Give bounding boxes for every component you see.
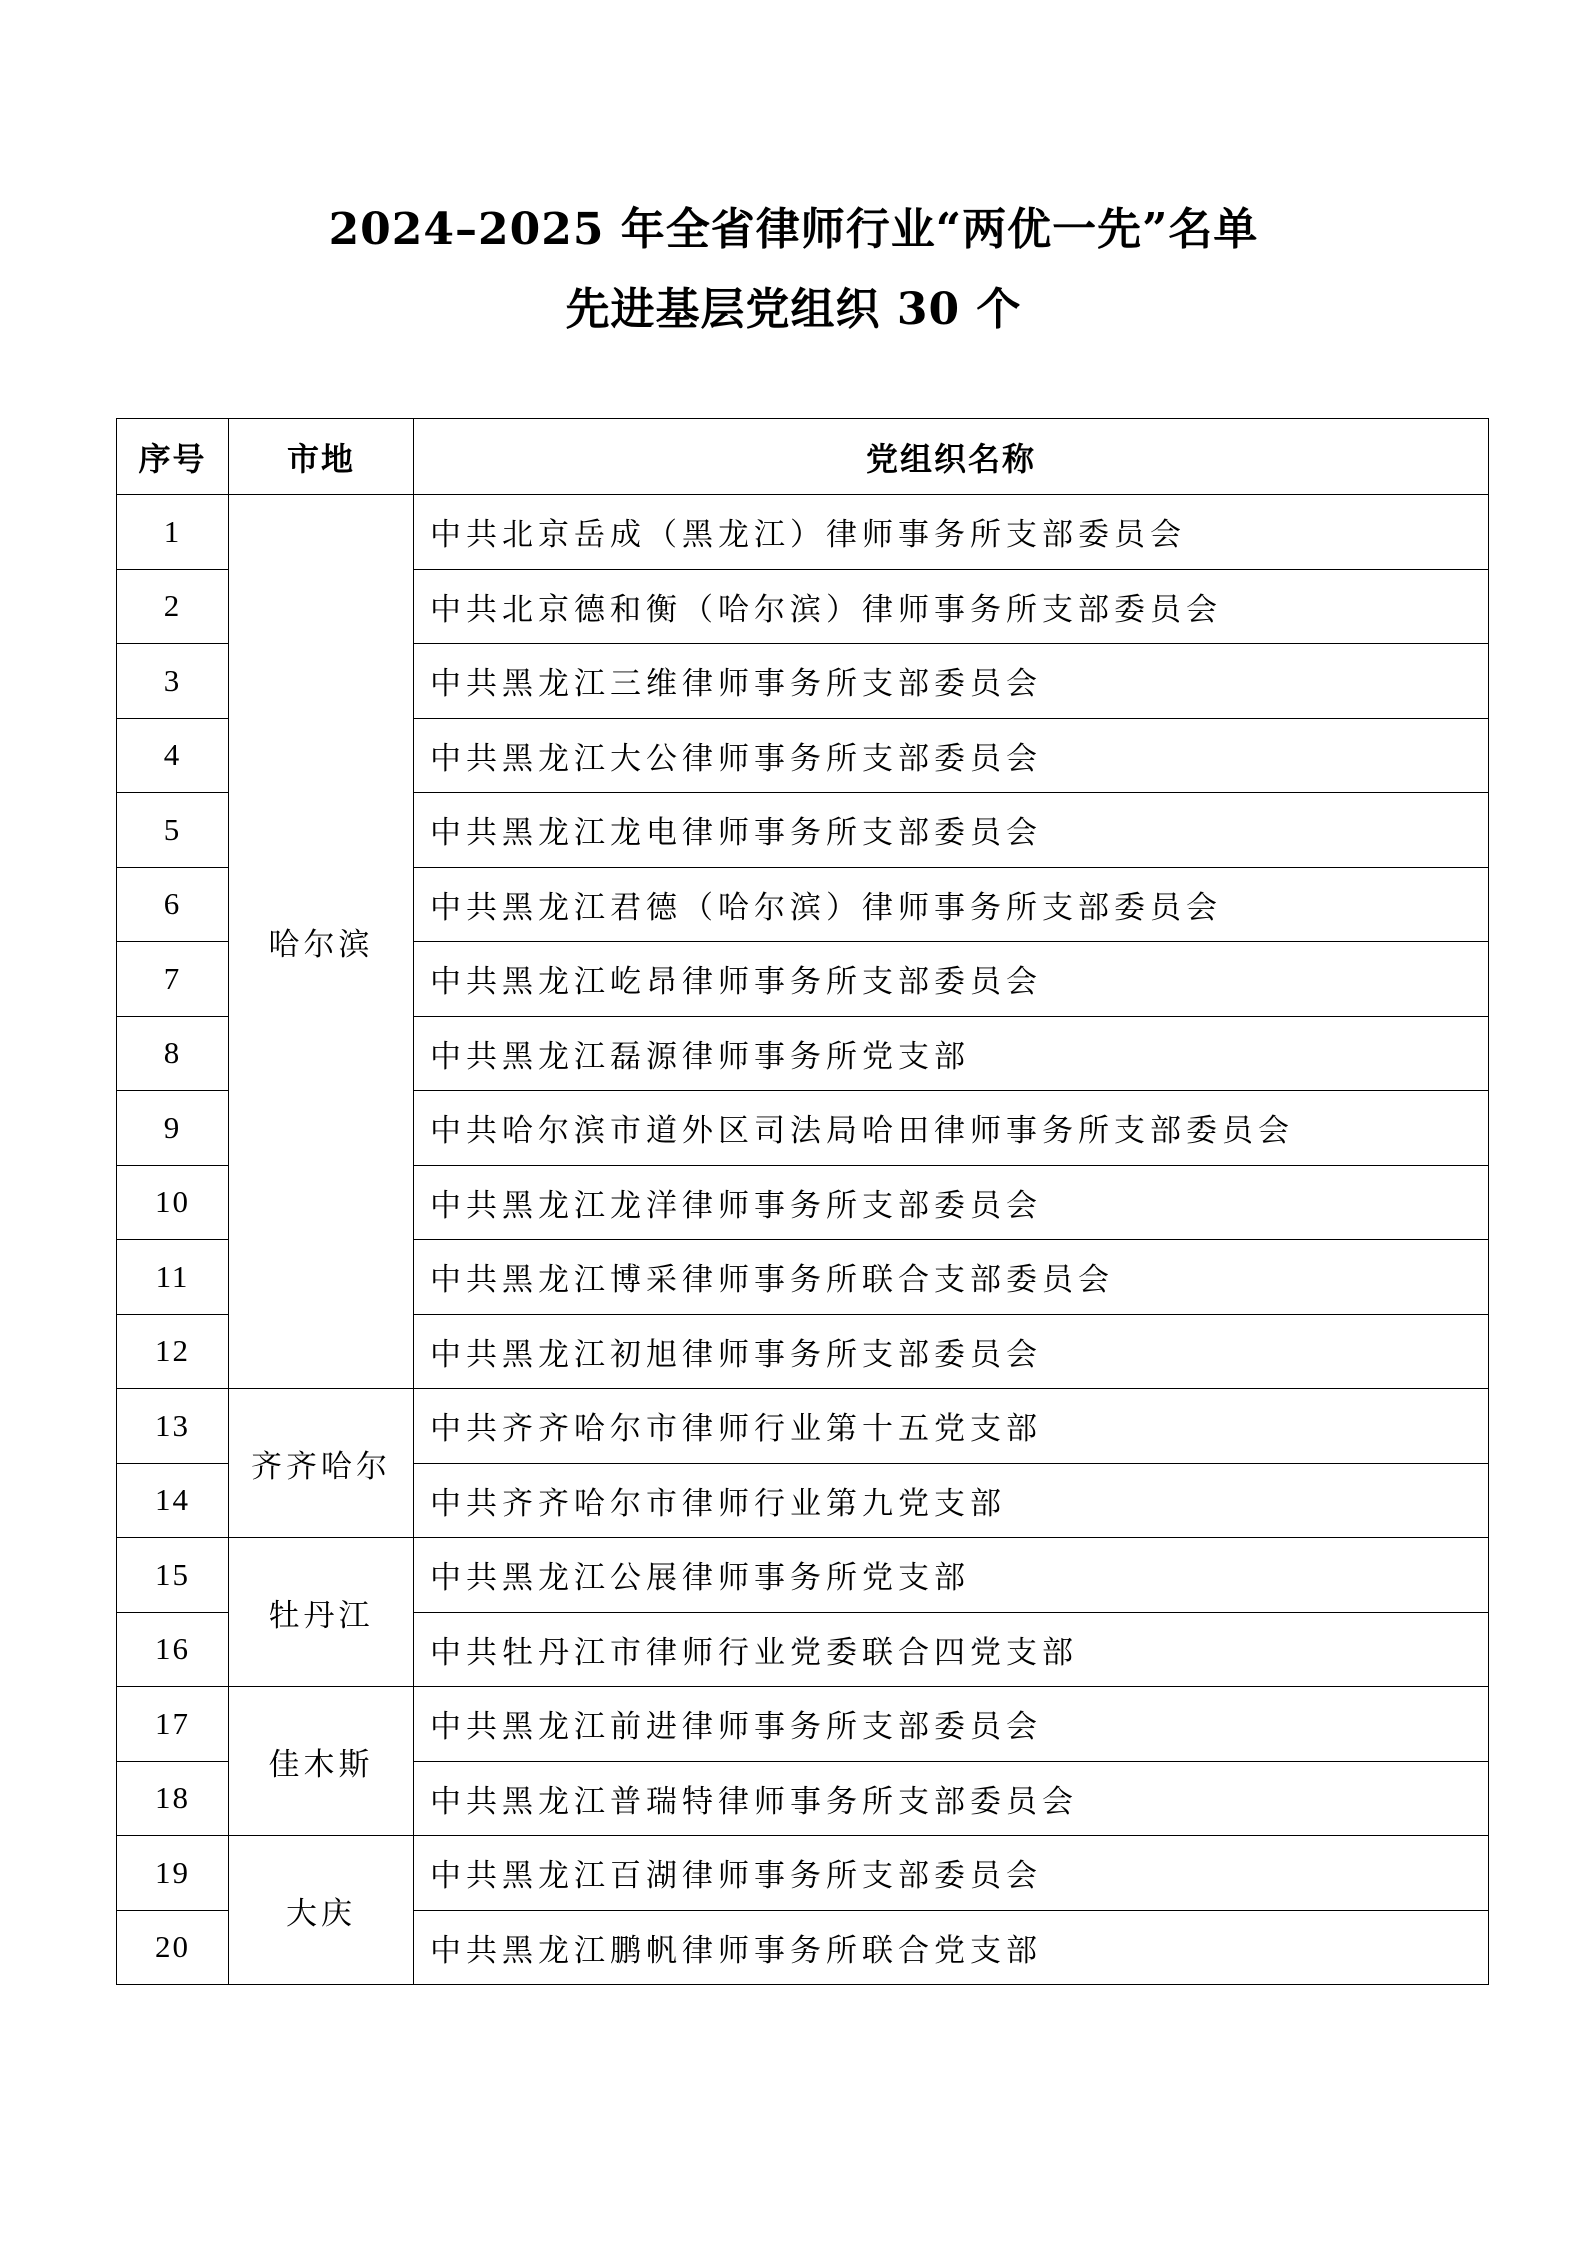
city-cell: 哈尔滨 <box>229 495 414 1389</box>
table-row <box>117 1687 1489 1762</box>
org-name: 中共北京岳成（黑龙江）律师事务所支部委员会 <box>414 495 1489 570</box>
row-number: 14 <box>117 1463 229 1538</box>
org-name: 中共黑龙江博采律师事务所联合支部委员会 <box>414 1240 1489 1315</box>
header-city: 市地 <box>229 419 414 495</box>
row-number: 8 <box>117 1016 229 1091</box>
row-number: 20 <box>117 1910 229 1985</box>
row-number: 1 <box>117 495 229 570</box>
org-name: 中共黑龙江初旭律师事务所支部委员会 <box>414 1314 1489 1389</box>
org-name: 中共黑龙江龙电律师事务所支部委员会 <box>414 793 1489 868</box>
org-name: 中共黑龙江三维律师事务所支部委员会 <box>414 644 1489 719</box>
org-list-table <box>116 418 1489 1985</box>
org-name: 中共黑龙江龙洋律师事务所支部委员会 <box>414 1165 1489 1240</box>
row-number: 3 <box>117 644 229 719</box>
org-name: 中共黑龙江君德（哈尔滨）律师事务所支部委员会 <box>414 867 1489 942</box>
table-row <box>117 1836 1489 1911</box>
document-title: 2024–2025 年全省律师行业“两优一先”名单 <box>328 204 1259 255</box>
row-number: 17 <box>117 1687 229 1762</box>
org-name: 中共黑龙江公展律师事务所党支部 <box>414 1538 1489 1613</box>
document-subtitle: 先进基层党组织 30 个 <box>565 284 1022 335</box>
org-name: 中共牡丹江市律师行业党委联合四党支部 <box>414 1612 1489 1687</box>
org-name: 中共黑龙江磊源律师事务所党支部 <box>414 1016 1489 1091</box>
table-row <box>117 495 1489 570</box>
org-name: 中共黑龙江百湖律师事务所支部委员会 <box>414 1836 1489 1911</box>
row-number: 13 <box>117 1389 229 1464</box>
org-name: 中共黑龙江屹昂律师事务所支部委员会 <box>414 942 1489 1017</box>
row-number: 19 <box>117 1836 229 1911</box>
org-name: 中共黑龙江大公律师事务所支部委员会 <box>414 718 1489 793</box>
city-cell: 齐齐哈尔 <box>229 1389 414 1538</box>
row-number: 11 <box>117 1240 229 1315</box>
row-number: 6 <box>117 867 229 942</box>
row-number: 7 <box>117 942 229 1017</box>
city-cell: 牡丹江 <box>229 1538 414 1687</box>
table-row <box>117 1538 1489 1613</box>
org-name: 中共哈尔滨市道外区司法局哈田律师事务所支部委员会 <box>414 1091 1489 1166</box>
city-cell: 佳木斯 <box>229 1687 414 1836</box>
row-number: 12 <box>117 1314 229 1389</box>
org-name: 中共北京德和衡（哈尔滨）律师事务所支部委员会 <box>414 569 1489 644</box>
org-name: 中共黑龙江鹏帆律师事务所联合党支部 <box>414 1910 1489 1985</box>
row-number: 10 <box>117 1165 229 1240</box>
city-cell: 大庆 <box>229 1836 414 1985</box>
table-row <box>117 1389 1489 1464</box>
row-number: 5 <box>117 793 229 868</box>
org-name: 中共齐齐哈尔市律师行业第十五党支部 <box>414 1389 1489 1464</box>
row-number: 16 <box>117 1612 229 1687</box>
org-name: 中共黑龙江普瑞特律师事务所支部委员会 <box>414 1761 1489 1836</box>
header-serial-number: 序号 <box>117 419 229 495</box>
header-org-name: 党组织名称 <box>414 419 1489 495</box>
row-number: 2 <box>117 569 229 644</box>
row-number: 18 <box>117 1761 229 1836</box>
row-number: 9 <box>117 1091 229 1166</box>
table-header-row <box>117 419 1489 495</box>
org-name: 中共黑龙江前进律师事务所支部委员会 <box>414 1687 1489 1762</box>
row-number: 4 <box>117 718 229 793</box>
org-name: 中共齐齐哈尔市律师行业第九党支部 <box>414 1463 1489 1538</box>
row-number: 15 <box>117 1538 229 1613</box>
